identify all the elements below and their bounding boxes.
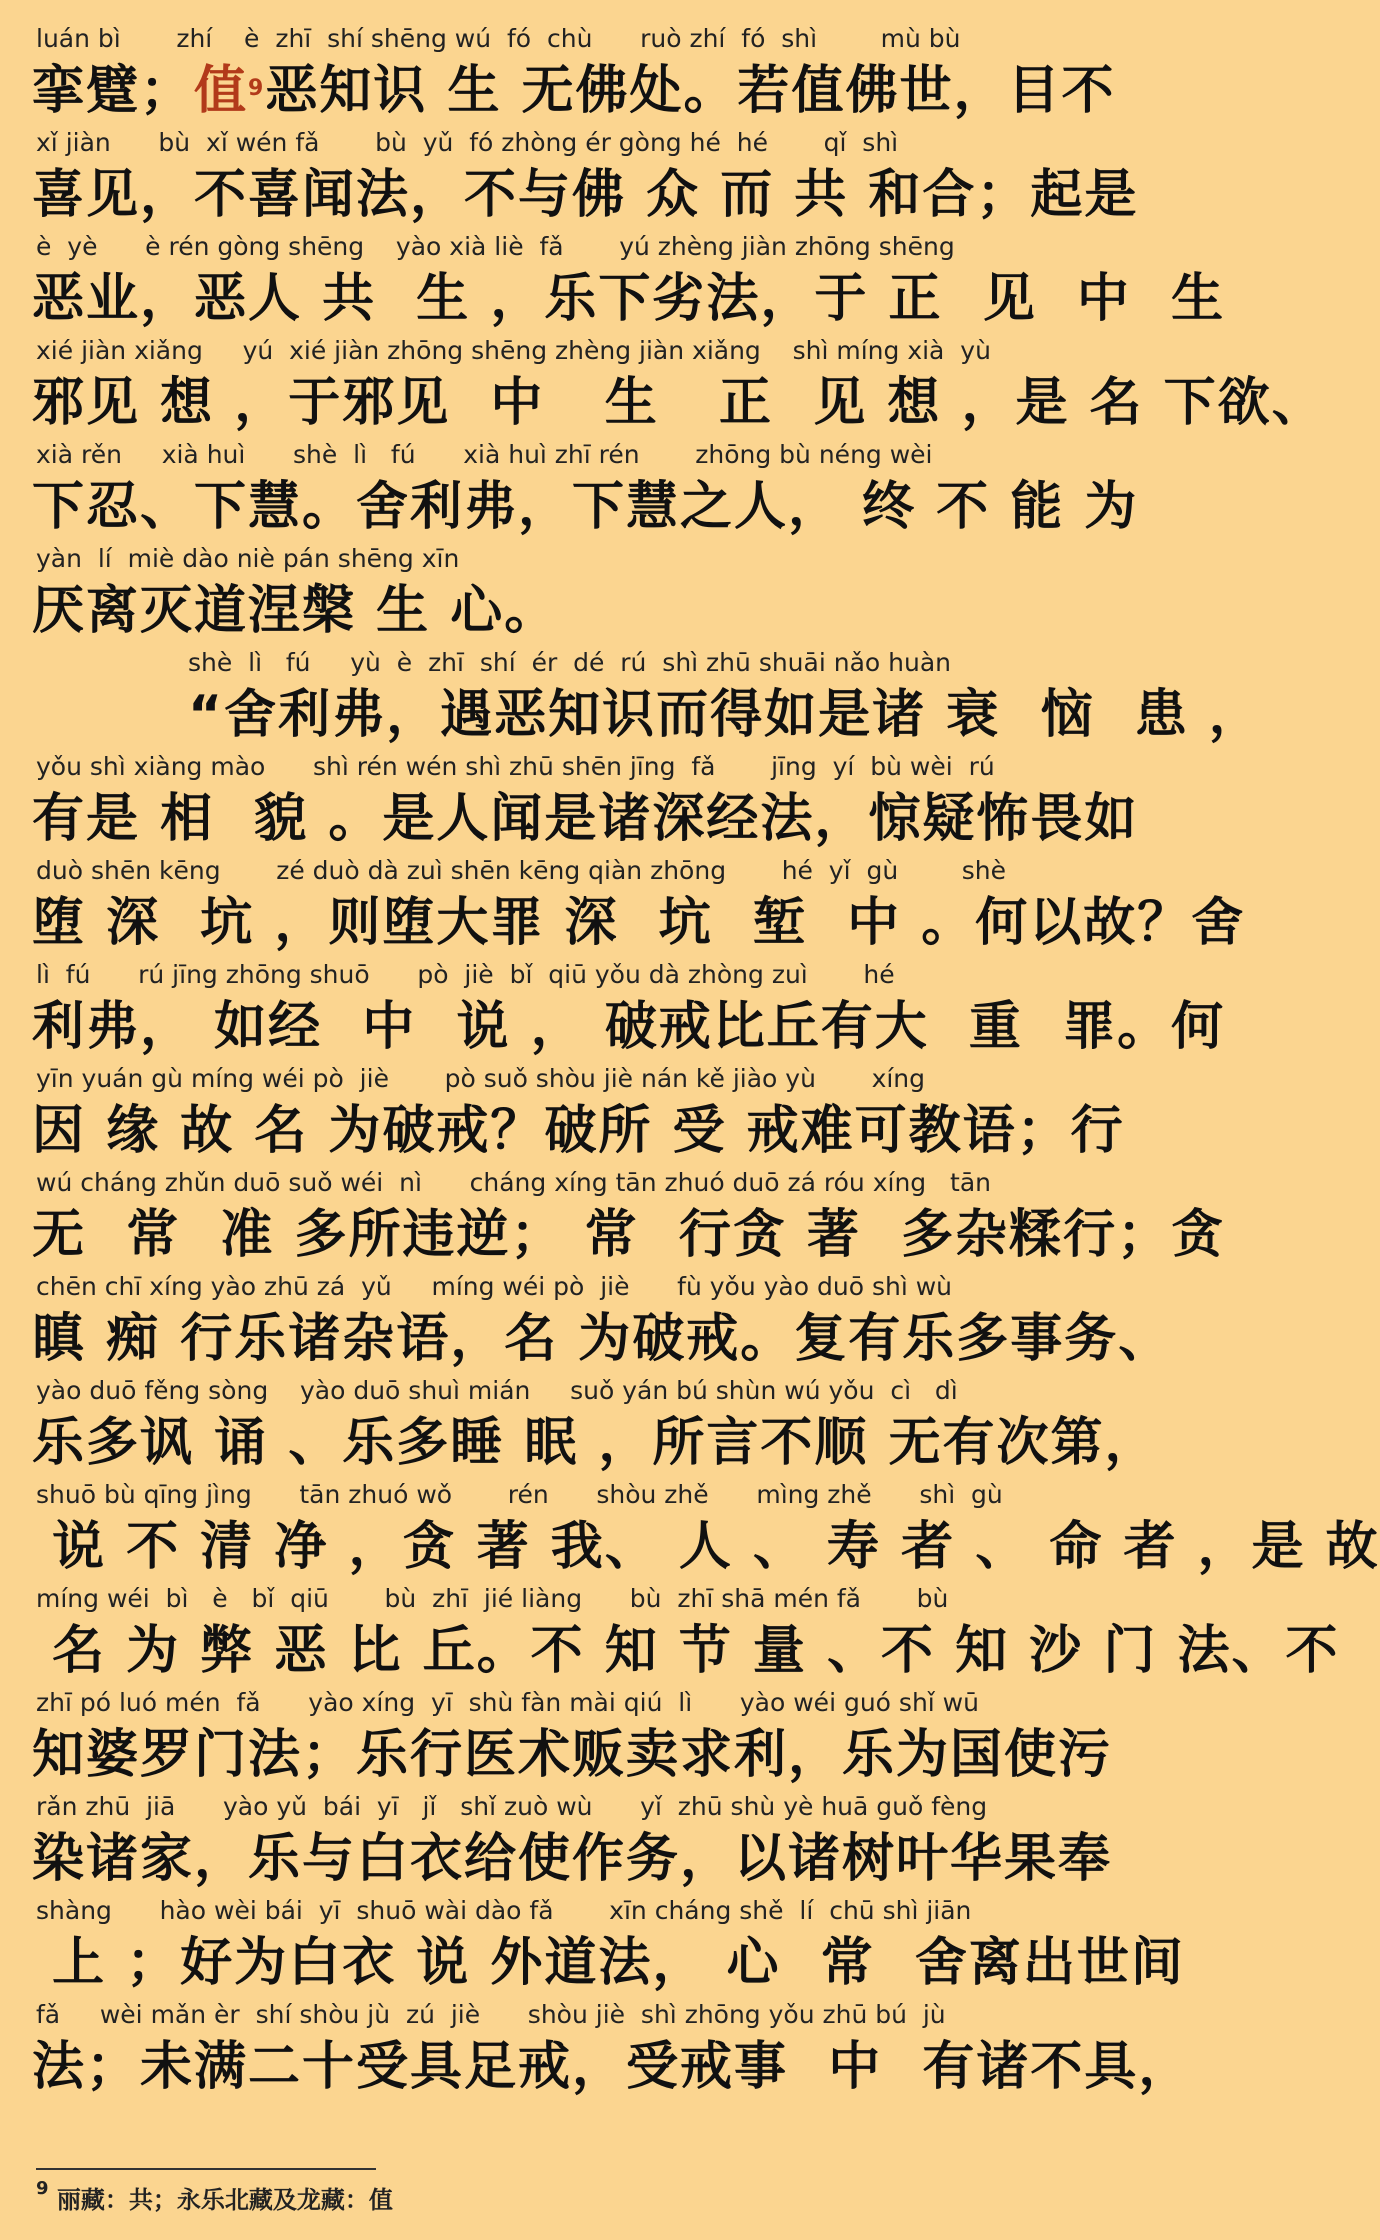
hanzi-text: 堕 深 坑 ，则堕大罪 深 坑 堑 中 。何以故？舍 — [32, 893, 1246, 953]
pinyin-line: xié jiàn xiǎng yú xié jiàn zhōng shēng zhèng jiàn xiǎng shì míng xià yù — [36, 336, 991, 365]
pinyin-line: duò shēn kēng zé duò dà zuì shēn kēng qiàn zhōng hé yǐ gù shè — [36, 856, 1006, 885]
hanzi-line — [32, 1724, 1113, 1786]
hanzi-line — [188, 684, 1263, 746]
footnote — [36, 2180, 393, 2215]
pinyin-line: yǒu shì xiàng mào shì rén wén shì zhū shēn jīng fǎ jīng yí bù wèi rú — [36, 752, 995, 781]
hanzi-line — [32, 372, 1326, 434]
footnote-text: 丽藏：共；永乐北藏及龙藏：值 — [56, 2186, 393, 2214]
hanzi-text: 说 不 清 净 ，贪 著 我、 人 、 寿 者 、 命 者 ，是 故 — [32, 1517, 1380, 1577]
hanzi-line — [32, 1620, 1340, 1682]
pinyin-line: shè lì fú yù è zhī shí ér dé rú shì zhū shuāi nǎo huàn — [188, 648, 952, 677]
hanzi-text: “舍利弗，遇恶知识而得如是诸 衰 恼 患 ， — [188, 685, 1263, 745]
hanzi-line — [32, 1516, 1380, 1578]
pinyin-line: wú cháng zhǔn duō suǒ wéi nì cháng xíng tān zhuó duō zá róu xíng tān — [36, 1168, 991, 1197]
footnote-ref: 9 — [248, 76, 266, 101]
hanzi-text: 有是 相 貌 。是人闻是诸深经法，惊疑怖畏如 — [32, 789, 1139, 849]
hanzi-text: 厌离灭道涅槃 生 心。 — [32, 581, 559, 641]
hanzi-text: 因 缘 故 名 为破戒？破所 受 戒难可教语；行 — [32, 1101, 1125, 1161]
hanzi-text: 喜见，不喜闻法，不与佛 众 而 共 和合；起是 — [32, 165, 1139, 225]
hanzi-text: 邪见 想 ，于邪见 中 生 正 见 想 ，是 名 下欲、 — [32, 373, 1326, 433]
hanzi-text: 利弗， 如经 中 说 ， 破戒比丘有大 重 罪。何 — [32, 997, 1226, 1057]
hanzi-line — [32, 1932, 1185, 1994]
hanzi-line — [32, 60, 1116, 122]
pinyin-line: shuō bù qīng jìng tān zhuó wǒ rén shòu zhě mìng zhě shì gù — [36, 1480, 1003, 1509]
hanzi-text: 染诸家，乐与白衣给使作务，以诸树叶华果奉 — [32, 1829, 1113, 1889]
pinyin-line: luán bì zhí è zhī shí shēng wú fó chù ruò zhí fó shì mù bù — [36, 24, 961, 53]
hanzi-line — [32, 580, 1052, 642]
hanzi-text: 无 常 准 多所违逆； 常 行贪 著 多杂糅行；贪 — [32, 1205, 1226, 1265]
hanzi-text: 上 ；好为白衣 说 外道法， 心 常 舍离出世间 — [32, 1933, 1185, 1993]
hanzi-line — [32, 1412, 1159, 1474]
pinyin-line: yàn lí miè dào niè pán shēng xīn — [36, 544, 460, 573]
hanzi-line — [32, 476, 1139, 538]
hanzi-text: 下忍、下慧。舍利弗，下慧之人， 终 不 能 为 — [32, 477, 1139, 537]
pinyin-line: xià rěn xià huì shè lì fú xià huì zhī rén zhōng bù néng wèi — [36, 440, 933, 469]
hanzi-line — [32, 892, 1246, 954]
annotated-char: 值 — [194, 61, 249, 121]
hanzi-line — [32, 2036, 1193, 2098]
hanzi-line — [32, 164, 1139, 226]
pinyin-line: zhī pó luó mén fǎ yào xíng yī shù fàn mài qiú lì yào wéi guó shǐ wū — [36, 1688, 979, 1717]
hanzi-line — [32, 788, 1139, 850]
footnote-divider — [36, 2168, 376, 2170]
pinyin-line: fǎ wèi mǎn èr shí shòu jù zú jiè shòu jiè shì zhōng yǒu zhū bú jù — [36, 2000, 946, 2029]
hanzi-text: 乐多讽 诵 、乐多睡 眠 ，所言不顺 无有次第， — [32, 1413, 1159, 1473]
hanzi-line — [32, 1204, 1226, 1266]
hanzi-line — [32, 996, 1226, 1058]
pinyin-line: shàng hào wèi bái yī shuō wài dào fǎ xīn cháng shě lí chū shì jiān — [36, 1896, 972, 1925]
hanzi-line — [32, 1100, 1125, 1162]
pinyin-line: rǎn zhū jiā yào yǔ bái yī jǐ shǐ zuò wù yǐ zhū shù yè huā guǒ fèng — [36, 1792, 988, 1821]
pinyin-line: chēn chī xíng yào zhū zá yǔ míng wéi pò jiè fù yǒu yào duō shì wù — [36, 1272, 953, 1301]
pinyin-line: yīn yuán gù míng wéi pò jiè pò suǒ shòu jiè nán kě jiào yù xíng — [36, 1064, 926, 1093]
hanzi-line — [32, 1828, 1113, 1890]
footnote-mark: 9 — [36, 2178, 49, 2199]
hanzi-line — [32, 1308, 1173, 1370]
hanzi-text: 恶业，恶人 共 生 ，乐下劣法，于 正 见 中 生 — [32, 269, 1226, 329]
hanzi-text: 瞋 痴 行乐诸杂语，名 为破戒。复有乐多事务、 — [32, 1309, 1173, 1369]
pinyin-line: yào duō fěng sòng yào duō shuì mián suǒ yán bú shùn wú yǒu cì dì — [36, 1376, 958, 1405]
hanzi-text: 知婆罗门法；乐行医术贩卖求利，乐为国使污 — [32, 1725, 1113, 1785]
pinyin-line: è yè è rén gòng shēng yào xià liè fǎ yú zhèng jiàn zhōng shēng — [36, 232, 955, 261]
hanzi-text-rest: 恶知识 生 无佛处。若值佛世，目不 — [265, 61, 1116, 121]
hanzi-text: 挛躄； — [32, 61, 195, 121]
hanzi-line — [32, 268, 1226, 330]
pinyin-line: míng wéi bì è bǐ qiū bù zhī jié liàng bù zhī shā mén fǎ bù — [36, 1584, 949, 1613]
hanzi-text: 法；未满二十受具足戒，受戒事 中 有诸不具， — [32, 2037, 1193, 2097]
pinyin-line: xǐ jiàn bù xǐ wén fǎ bù yǔ fó zhòng ér gòng hé hé qǐ shì — [36, 128, 899, 157]
hanzi-text: 名 为 弊 恶 比 丘。不 知 节 量 、不 知 沙 门 法、不 — [32, 1621, 1340, 1681]
pinyin-line: lì fú rú jīng zhōng shuō pò jiè bǐ qiū yǒu dà zhòng zuì hé — [36, 960, 895, 989]
